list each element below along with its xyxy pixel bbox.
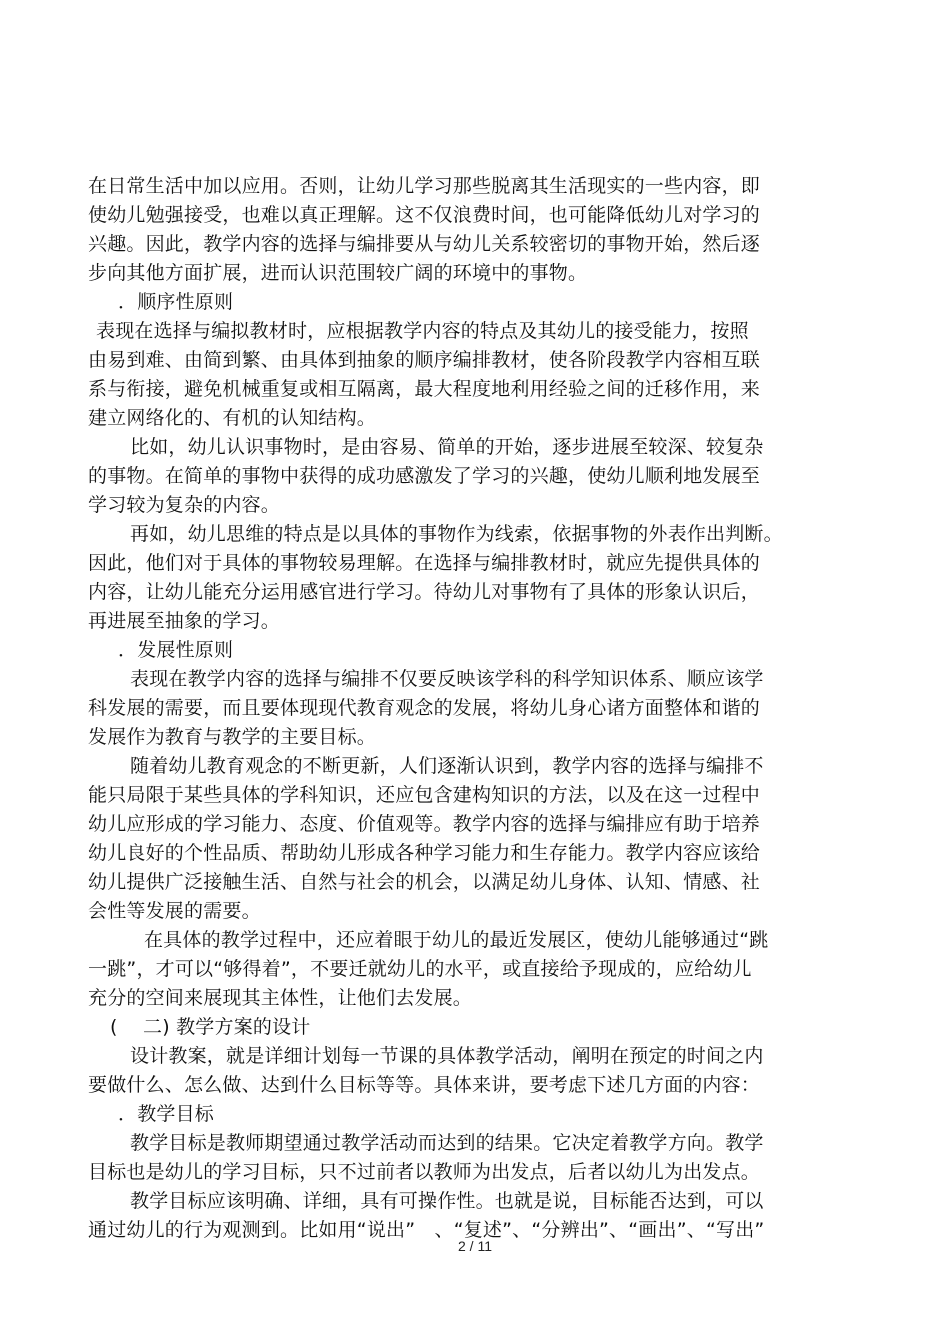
section-heading: ( 二) 教学方案的设计 bbox=[110, 1016, 311, 1038]
text-line: 由易到难、由简到繁、由具体到抽象的顺序编排教材，使各阶段教学内容相互联 bbox=[88, 349, 761, 371]
text-line: 设计教案，就是详细计划每一节课的具体教学活动，阐明在预定的时间之内 bbox=[130, 1045, 764, 1067]
text-line: 随着幼儿教育观念的不断更新，人们逐渐认识到，教学内容的选择与编排不 bbox=[130, 755, 764, 777]
text-line: 通过幼儿的行为观测到。比如用“说出” 、“复述”、“分辨出”、“画出”、“写出” bbox=[88, 1219, 765, 1241]
text-line: 教学目标是教师期望通过教学活动而达到的结果。它决定着教学方向。教学 bbox=[130, 1132, 764, 1154]
text-line: 学习较为复杂的内容。 bbox=[88, 494, 281, 516]
text-line: 步向其他方面扩展，进而认识范围较广阔的环境中的事物。 bbox=[88, 262, 588, 284]
text-line: 会性等发展的需要。 bbox=[88, 900, 261, 922]
text-line: 内容，让幼儿能充分运用感官进行学习。待幼儿对事物有了具体的形象认识后， bbox=[88, 581, 761, 603]
section-heading: ．发展性原则 bbox=[118, 639, 234, 661]
text-line: 幼儿提供广泛接触生活、自然与社会的机会，以满足幼儿身体、认知、情感、社 bbox=[88, 871, 761, 893]
text-line: 充分的空间来展现其主体性，让他们去发展。 bbox=[88, 987, 473, 1009]
text-line: 建立网络化的、有机的认知结构。 bbox=[88, 407, 377, 429]
page-number: 2 / 11 bbox=[458, 1238, 492, 1254]
text-line: 要做什么、怎么做、达到什么目标等等。具体来讲，要考虑下述几方面的内容： bbox=[88, 1074, 761, 1096]
text-line: 科发展的需要，而且要体现现代教育观念的发展，将幼儿身心诸方面整体和谐的 bbox=[88, 697, 761, 719]
text-line: 幼儿良好的个性品质、帮助幼儿形成各种学习能力和生存能力。教学内容应该给 bbox=[88, 842, 761, 864]
text-line: 能只局限于某些具体的学科知识，还应包含建构知识的方法，以及在这一过程中 bbox=[88, 784, 761, 806]
text-line: 一跳”，才可以“够得着”，不要迁就幼儿的水平，或直接给予现成的，应给幼儿 bbox=[88, 958, 752, 980]
text-line: 使幼儿勉强接受，也难以真正理解。这不仅浪费时间，也可能降低幼儿对学习的 bbox=[88, 204, 761, 226]
text-line: 目标也是幼儿的学习目标，只不过前者以教师为出发点，后者以幼儿为出发点。 bbox=[88, 1161, 761, 1183]
text-line: 兴趣。因此，教学内容的选择与编排要从与幼儿关系较密切的事物开始，然后逐 bbox=[88, 233, 761, 255]
text-line: 发展作为教育与教学的主要目标。 bbox=[88, 726, 377, 748]
text-line: 因此，他们对于具体的事物较易理解。在选择与编排教材时，就应先提供具体的 bbox=[88, 552, 761, 574]
text-line: 在日常生活中加以应用。否则，让幼儿学习那些脱离其生活现实的一些内容，即 bbox=[88, 175, 761, 197]
text-line: 幼儿应形成的学习能力、态度、价值观等。教学内容的选择与编排应有助于培养 bbox=[88, 813, 761, 835]
text-line: 教学目标应该明确、详细，具有可操作性。也就是说，目标能否达到，可以 bbox=[130, 1190, 764, 1212]
text-line: 系与衔接，避免机械重复或相互隔离，最大程度地利用经验之间的迁移作用，来 bbox=[88, 378, 761, 400]
text-line: 再如，幼儿思维的特点是以具体的事物作为线索，依据事物的外表作出判断。 bbox=[130, 523, 783, 545]
text-line: 再进展至抽象的学习。 bbox=[88, 610, 281, 632]
section-heading: ．顺序性原则 bbox=[118, 291, 234, 313]
text-line: 的事物。在简单的事物中获得的成功感激发了学习的兴趣，使幼儿顺利地发展至 bbox=[88, 465, 761, 487]
text-line: 在具体的教学过程中，还应着眼于幼儿的最近发展区，使幼儿能够通过“跳 bbox=[144, 929, 769, 951]
text-line: 表现在选择与编拟教材时，应根据教学内容的特点及其幼儿的接受能力，按照 bbox=[96, 320, 749, 342]
text-line: 表现在教学内容的选择与编排不仅要反映该学科的科学知识体系、顺应该学 bbox=[130, 668, 764, 690]
section-heading: ．教学目标 bbox=[118, 1103, 215, 1125]
text-line: 比如，幼儿认识事物时，是由容易、简单的开始，逐步进展至较深、较复杂 bbox=[130, 436, 764, 458]
